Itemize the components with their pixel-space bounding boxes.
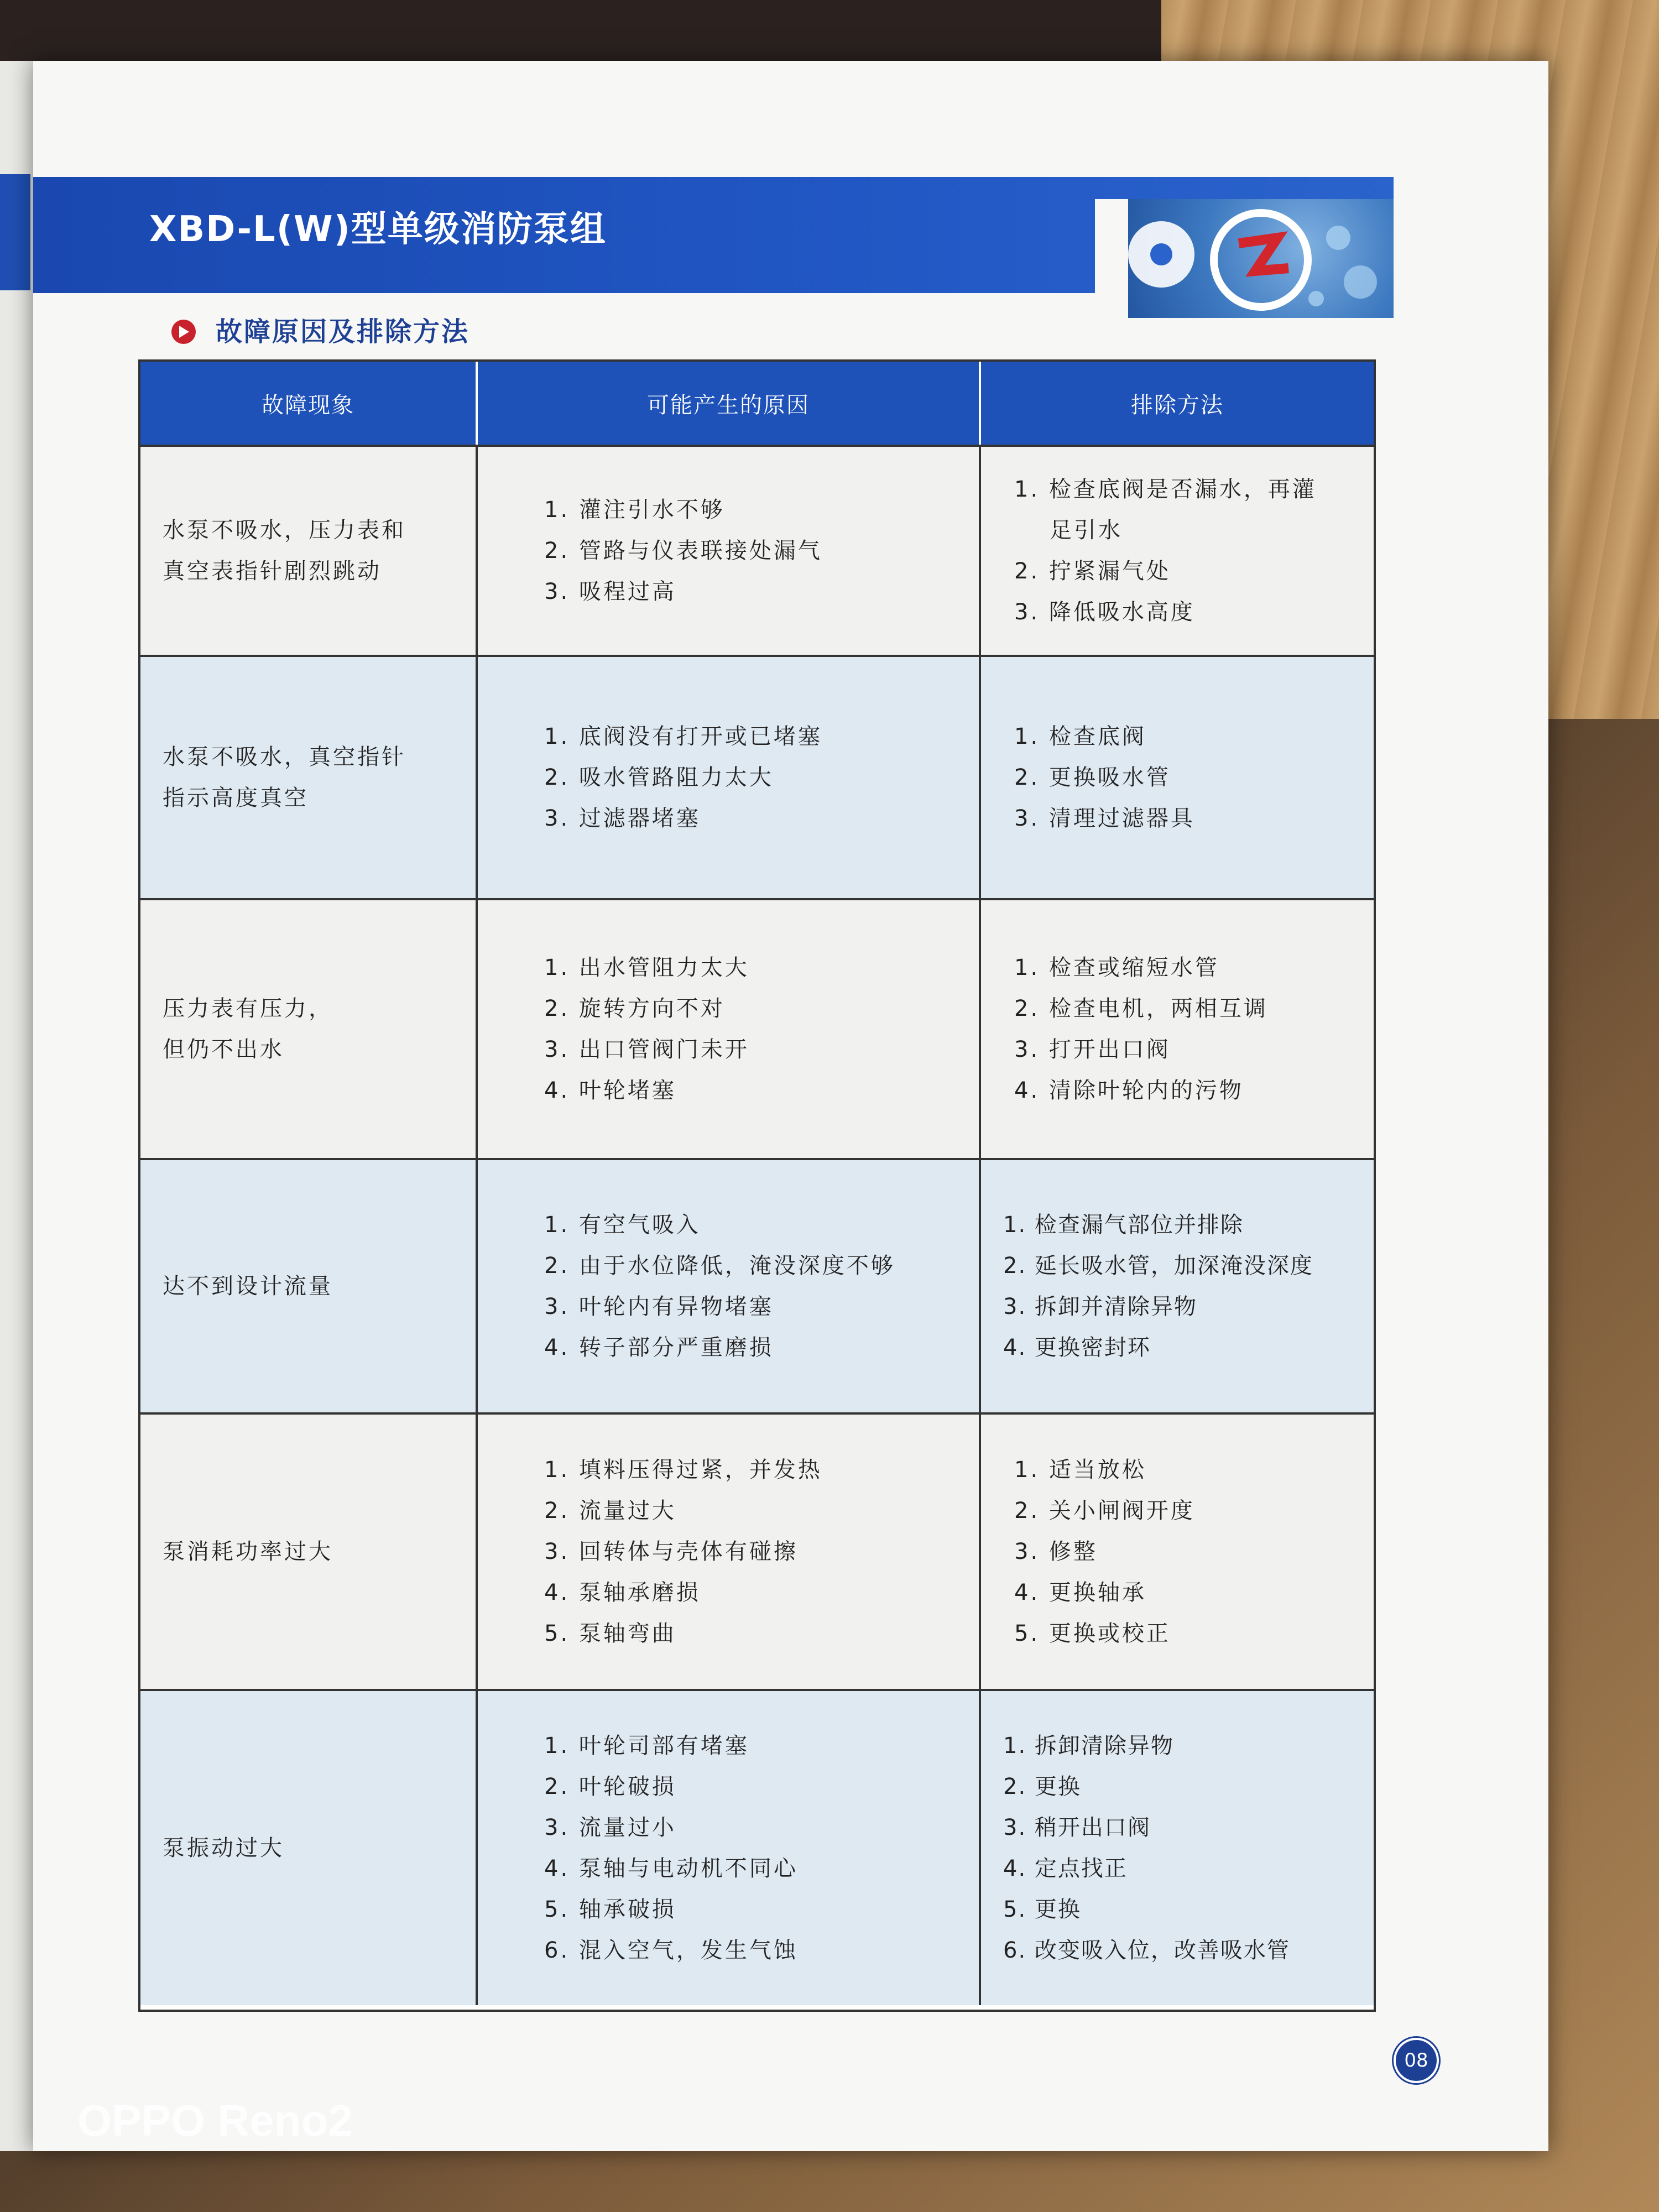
section-heading xyxy=(171,310,835,354)
remedy-cell: 1. 检查漏气部位并排除 2. 延长吸水管，加深淹没深度 3. 拆卸并清除异物 4. 更换密封环 xyxy=(1003,1212,1313,1360)
page-number-badge: 08 xyxy=(1394,2038,1439,2083)
symptom-cell: 达不到设计流量 xyxy=(140,1160,478,1412)
column-header-cause: 可能产生的原因 xyxy=(478,362,981,445)
pump-logo-icon xyxy=(1095,199,1394,318)
section-title: 故障原因及排除方法 xyxy=(216,316,470,347)
symptom-cell: 水泵不吸水，真空指针 指示高度真空 xyxy=(140,657,478,898)
table-row xyxy=(140,1689,1374,2005)
table-row xyxy=(140,655,1374,898)
header-water-drops-image xyxy=(1095,199,1394,318)
remedy-cell: 1. 拆卸清除异物 2. 更换 3. 稍开出口阀 4. 定点找正 5. 更换 6. 改变吸入位，改善吸水管 xyxy=(1003,1733,1290,1963)
table-row xyxy=(140,1412,1374,1689)
remedy-cell: 1. 检查底阀 2. 更换吸水管 3. 清理过滤器具 xyxy=(1014,724,1195,831)
table-row xyxy=(140,1158,1374,1412)
cause-cell: 1. 底阀没有打开或已堵塞 2. 吸水管路阻力太大 3. 过滤器堵塞 xyxy=(478,657,981,898)
cause-cell: 1. 灌注引水不够 2. 管路与仪表联接处漏气 3. 吸程过高 xyxy=(478,447,981,655)
camera-watermark: OPPO Reno2 xyxy=(77,2096,353,2145)
cause-cell: 1. 叶轮司部有堵塞 2. 叶轮破损 3. 流量过小 4. 泵轴与电动机不同心 5. 轴承破损 6. 混入空气，发生气蚀 xyxy=(478,1691,981,2005)
symptom-cell: 泵消耗功率过大 xyxy=(140,1415,478,1689)
column-header-symptom: 故障现象 xyxy=(140,362,478,445)
table-header xyxy=(140,362,1374,445)
cause-cell: 1. 填料压得过紧，并发热 2. 流量过大 3. 回转体与壳体有碰擦 4. 泵轴承磨损 5. 泵轴弯曲 xyxy=(478,1415,981,1689)
cause-cell: 1. 有空气吸入 2. 由于水位降低，淹没深度不够 3. 叶轮内有异物堵塞 4. 转子部分严重磨损 xyxy=(478,1160,981,1412)
column-header-remedy: 排除方法 xyxy=(981,362,1374,445)
cause-cell: 1. 出水管阻力太大 2. 旋转方向不对 3. 出口管阀门未开 4. 叶轮堵塞 xyxy=(478,900,981,1158)
remedy-cell: 1. 适当放松 2. 关小闸阀开度 3. 修整 4. 更换轴承 5. 更换或校正 xyxy=(1014,1457,1195,1646)
play-bullet-icon xyxy=(171,320,196,344)
page-title: XBD-L(W)型单级消防泵组 xyxy=(149,209,607,250)
symptom-cell: 压力表有压力， 但仍不出水 xyxy=(140,900,478,1158)
symptom-cell: 泵振动过大 xyxy=(140,1691,478,2005)
remedy-cell: 1. 检查或缩短水管 2. 检查电机，两相互调 3. 打开出口阀 4. 清除叶轮内的污物 xyxy=(1014,955,1268,1103)
remedy-cell: 1. 检查底阀是否漏水，再灌 足引水 2. 拧紧漏气处 3. 降低吸水高度 xyxy=(1014,477,1317,625)
table-row xyxy=(140,445,1374,655)
symptom-cell: 水泵不吸水，压力表和 真空表指针剧烈跳动 xyxy=(140,447,478,655)
table-row xyxy=(140,898,1374,1158)
troubleshooting-table xyxy=(138,359,1376,2012)
spine-accent xyxy=(0,174,30,290)
book-spine xyxy=(0,61,33,2151)
